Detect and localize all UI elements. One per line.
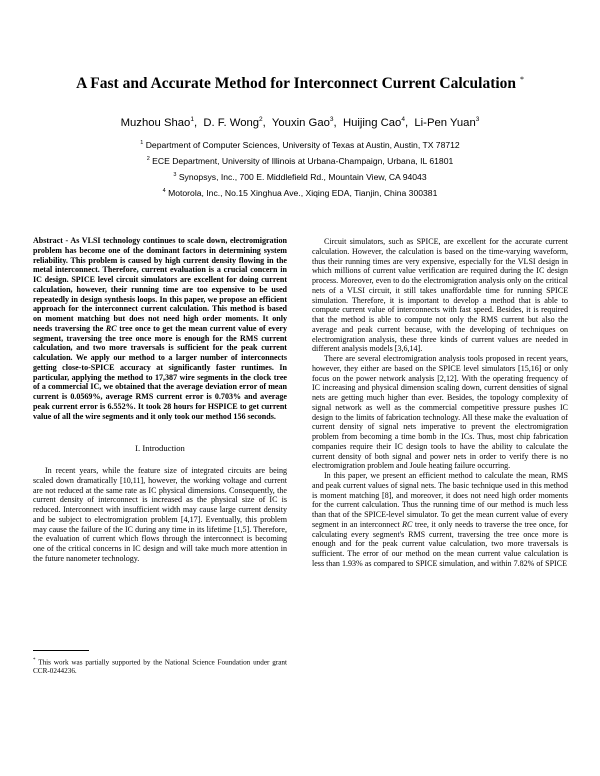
affiliation: $^4$ Motorola, Inc., No.15 Xinghua Ave., Xiqing EDA, Tianjin, China 300381 — [162, 188, 438, 199]
footnote-marker: * — [33, 658, 36, 663]
body-paragraph: In this paper, we present an efficient method to calculate the mean, RMS and peak current values of signal nets. The basic technique used in this method is moment matching [8], and moreover, it does not need high order moments for the current calculation. Thus the running time of our method is much less than that of the SPICE-level simulator. To get the mean current value of every segment in an interconnect RC tree, it only needs to traverse the tree once, for calculating every segment's RMS current, traversing the tree once more is enough and for the peak current value calculation, two more traversals is sufficient. The error of our method on the mean current value calculation is less than 1.93% as compared to SPICE simulation, and within 7.82% of SPICE — [312, 471, 568, 568]
author: Youxin Gao$^3$ — [271, 116, 334, 129]
author: Huijing Cao$^4$ — [342, 116, 405, 129]
author-list: Muzhou Shao$^1$, D. F. Wong$^2$, Youxin Gao$^3$, Huijing Cao$^4$, Li-Pen Yuan$^3$ — [120, 116, 480, 129]
right-column — [312, 237, 568, 569]
author: D. F. Wong$^2$ — [203, 116, 263, 129]
body-paragraph: Circuit simulators, such as SPICE, are excellent for the accurate current calculation. However, the calculation is based on the time-varying waveform, thus their running times are very expensive, especially for the VLSI design in which millions of current value verification are required during the IC design process. Moreover, even to do the electromigration analysis only on the critical nets of a VLSI circuit, it still takes unaffordable time for running SPICE simulation. Therefore, it is important to develop a method that is able to compute current value of interconnects with fast speed. Besides, it is required that the method is able to compute not only the RMS current but also the average and peak current because, with the developing of techniques on electromigration analysis, these three kinds of current values are needed in different analysis models [3,6,14]. — [312, 237, 568, 354]
abstract: Abstract - As VLSI technology continues to scale down, electromigration problem has become one of the dominant factors in determining system reliability. This problem is caused by high current density flowing in the metal interconnect. Therefore, current evaluation is a crucial concern in IC design. SPICE level circuit simulators are excellent for doing current calculation, however, their running time are too expensive to be used repeatedly in design synthesis loops. In this paper, we propose an efficient approach for the interconnect current calculation. This method is based on moment matching but does not need high order moments. It only needs traversing the RC tree once to get the mean current value of every segment, traversing the tree once more is enough for the RMS current calculation, and two more traversals is sufficient for the peak current calculation. We apply our method to a larger number of interconnects getting close-to-SPICE accuracy at significantly faster runtimes. In particular, applying the method to 17,387 wire segments in the clock tree of a commercial IC, we obtained that the average deviation error of mean current is 0.0569%, average RMS current error is 0.703% and average peak current error is 6.552%. It took 28 hours for HSPICE to get current value of all the wire segments and it only took our method 156 seconds. — [33, 236, 287, 421]
author: Muzhou Shao$^1$ — [120, 116, 194, 129]
title-text: A Fast and Accurate Method for Interconnect Current Calculation — [76, 75, 517, 93]
affiliation: $^3$ Synopsys, Inc., 700 E. Middlefield Rd., Mountain View, CA 94043 — [173, 171, 427, 182]
intro-paragraph: In recent years, while the feature size of integrated circuits are being scaled down dramatically [10,11], however, the working voltage and current are not reduced at the same rate as IC physical dimensions. Consequently, the current density of interconnect is increased as the physical size of IC is reduced. Interconnect with insufficient width may cause large current density and be subject to electromigration problem [4,17]. Eventually, this problem may cause the failure of the IC during any time in its lifetime [1,5]. Therefore, the evaluation of current which flows through the interconnect is becoming one of the critical concerns in IC design and will take much more attention in the future nanometer technology. — [33, 466, 287, 563]
rc-italic: RC — [402, 519, 413, 529]
left-column — [33, 236, 287, 564]
paper-title — [40, 70, 560, 94]
footnote — [33, 656, 287, 676]
section-heading-introduction: I. Introduction — [135, 443, 185, 454]
author: Li-Pen Yuan$^3$ — [414, 116, 480, 129]
affiliation: $^2$ ECE Department, University of Illinois at Urbana-Champaign, Urbana, IL 61801 — [146, 155, 454, 166]
affiliation-list — [40, 136, 560, 200]
body-paragraph: There are several electromigration analysis tools proposed in recent years, however, they either are based on the SPICE level simulators [15,16] or only focus on the power network analysis [2,12]. With the operating frequency of IC increasing and physical dimension scaling down, current densities of signal nets are getting much higher than ever. Besides, the topology complexity of signal network as well as the commercial competitive pressure pushes IC design to the limits of fabrication technology. All these make the evaluation of current density of signal nets imperative to prevent the electromigration problem from becoming a time bomb in the ICs. Thus, most chip fabrication companies require their IC design tools to have the ability to calculate the current density of both signal and power nets in order to verify there is no electromigration problem and Joule heating failure occurring. — [312, 354, 568, 471]
footnote-text: This work was partially supported by the National Science Foundation under grant CCR-0244236. — [33, 658, 288, 676]
title-footnote-marker: * — [519, 75, 524, 84]
footnote-rule — [33, 650, 89, 651]
rc-italic: RC — [105, 323, 117, 333]
affiliation: $^1$ Department of Computer Sciences, University of Texas at Austin, Austin, TX 78712 — [140, 139, 460, 150]
